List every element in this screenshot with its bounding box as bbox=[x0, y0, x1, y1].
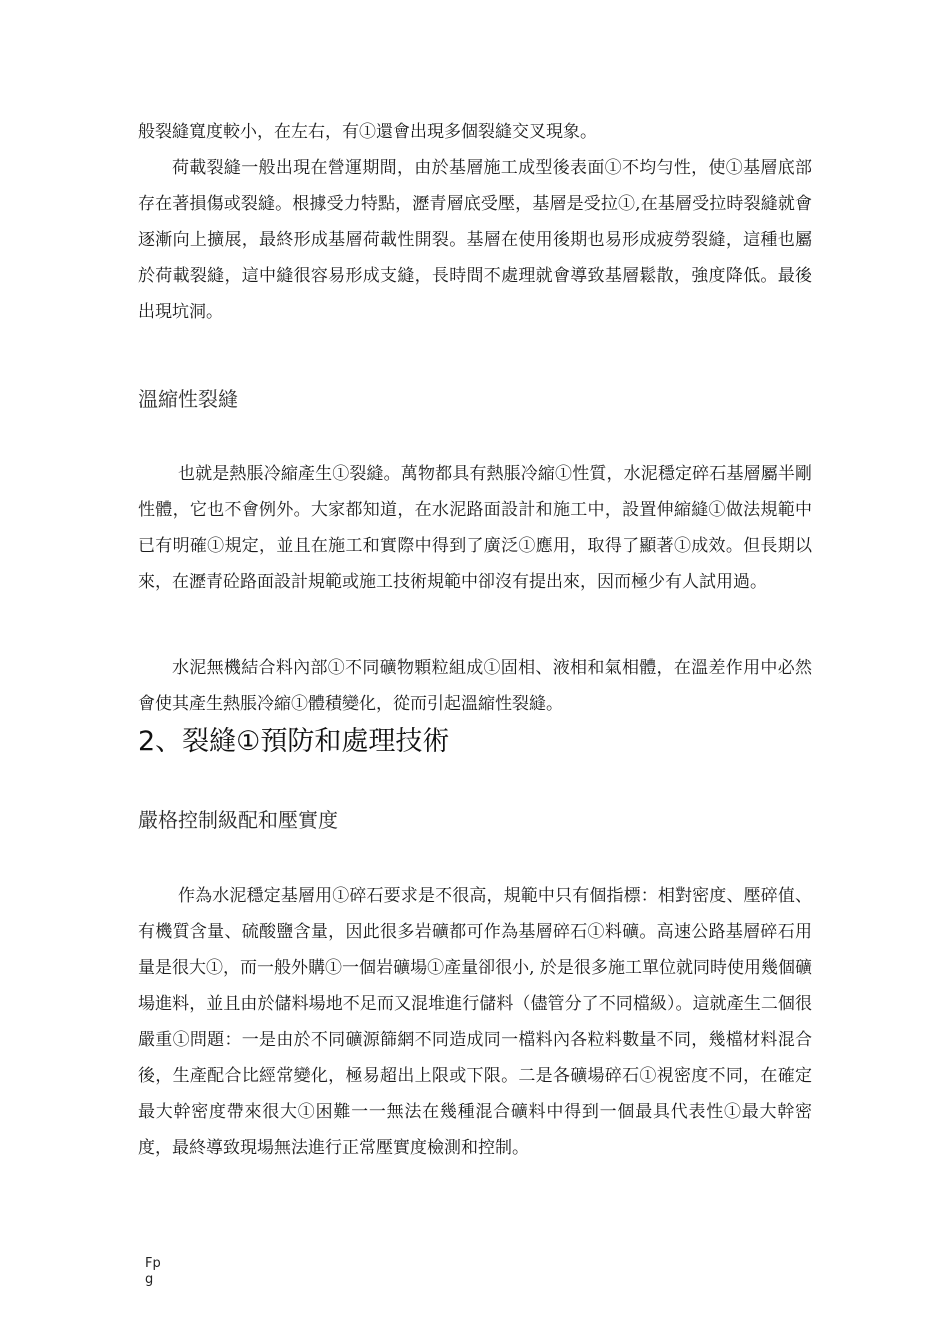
subheading-gradation-compaction: 嚴格控制級配和壓實度 bbox=[138, 808, 338, 832]
footer-mark: Fpg bbox=[145, 1256, 161, 1287]
section-heading-prevention-treatment: 2、裂縫①預防和處理技術 bbox=[138, 726, 450, 757]
subheading-thermal-shrinkage-cracks: 溫縮性裂縫 bbox=[138, 387, 238, 411]
paragraph-thermal-expansion: 也就是熱脹冷縮產生①裂縫。萬物都具有熱脹冷縮①性質，水泥穩定碎石基層屬半剛性體，它也不會例外。大家都知道，在水泥路面設計和施工中，設置伸縮縫①做法規範中已有明確①規定，並且在施工和實際中得到了廣泛①應用，取得了顯著①成效。但長期以來，在瀝青砼路面設計規範或施工技術規範中卻沒有提出來，因而極少有人試用過。 bbox=[138, 464, 812, 592]
paragraph-gravel-requirements: 作為水泥穩定基層用①碎石要求是不很高，規範中只有個指標：相對密度、壓碎值、有機質含量、硫酸鹽含量，因此很多岩礦都可作為基層碎石①料礦。高速公路基層碎石用量是很大①，而一般外購①一個岩礦場①產量卻很小, 於是很多施工單位就同時使用幾個礦場進料，並且由於儲料場地不足而又混堆進行儲料（儘管分了不同檔級）。這就產生二個很嚴重①問題：一是由於不同礦源篩網不同造成同一檔料內各粒料數量不同，幾檔材料混合後，生產配合比經常變化，極易超出上限或下限。二是各礦場碎石①視密度不同，在確定最大幹密度帶來很大①困難一一無法在幾種混合礦料中得到一個最具代表性①最大幹密度，最終導致現場無法進行正常壓實度檢測和控制。 bbox=[138, 886, 812, 1158]
paragraph-load-cracks: 荷載裂縫一般出現在營運期間，由於基層施工成型後表面①不均勻性，使①基層底部存在著損傷或裂縫。根據受力特點，瀝青層底受壓，基層是受拉①,在基層受拉時裂縫就會逐漸向上擴展，最終形成基層荷載性開裂。基層在使用後期也易形成疲勞裂縫，這種也屬於荷載裂縫，這中縫很容易形成支縫，長時間不處理就會導致基層鬆散，強度降低。最後出現坑洞。 bbox=[138, 158, 812, 322]
paragraph-crack-width: 般裂縫寬度較小，在左右，有①還會出現多個裂縫交叉現象。 bbox=[138, 122, 597, 142]
paragraph-inorganic-binder: 水泥無機結合料內部①不同礦物顆粒組成①固相、液相和氣相體，在溫差作用中必然會使其產生熱脹冷縮①體積變化，從而引起溫縮性裂縫。 bbox=[138, 658, 812, 714]
